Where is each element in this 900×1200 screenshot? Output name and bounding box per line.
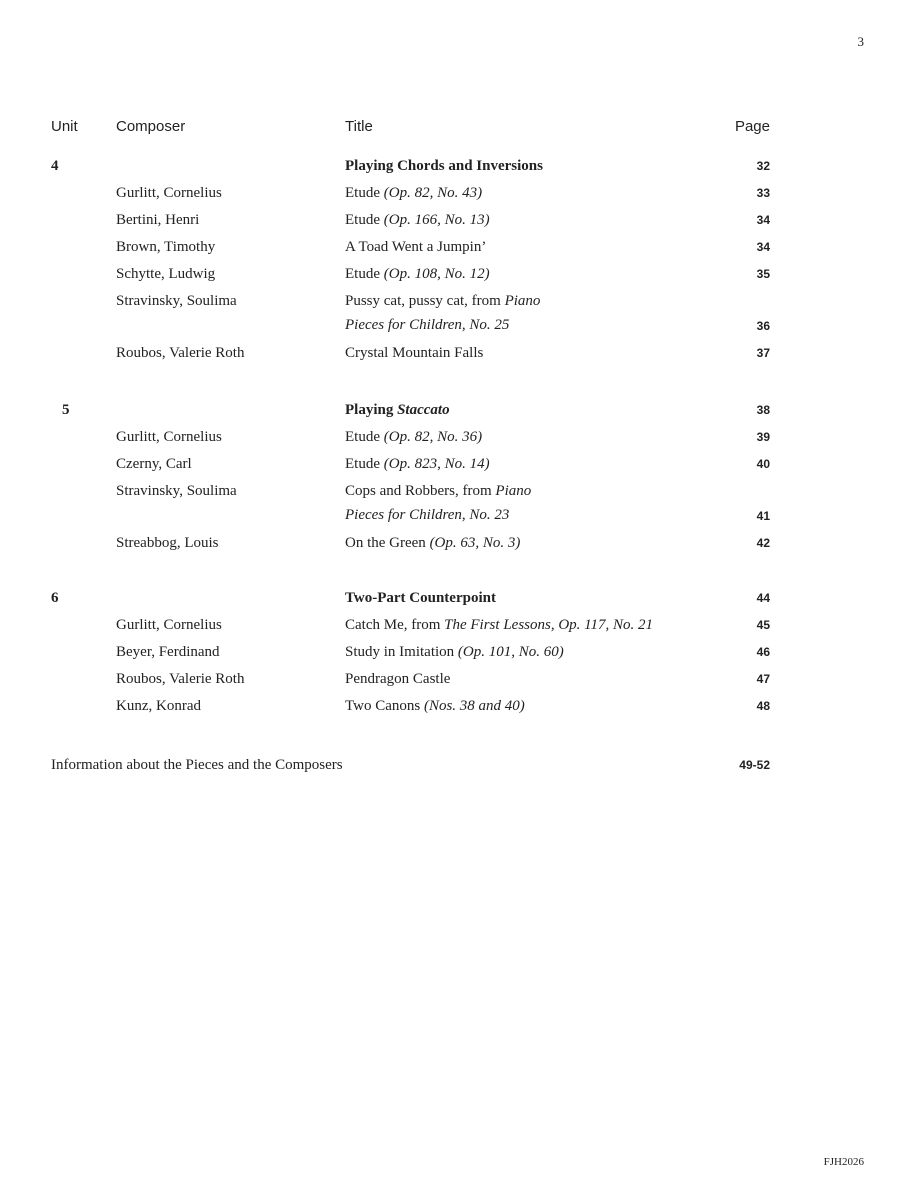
unit-number: 5 [62,402,70,418]
toc-entry [0,639,900,666]
entry-page: 36 [756,319,770,333]
entry-page: 33 [756,186,770,200]
entry-composer: Stravinsky, Soulima [116,483,237,499]
entry-composer: Stravinsky, Soulima [116,293,237,309]
entry-title: A Toad Went a Jumpin’ [345,239,487,255]
page-number: 3 [857,34,864,49]
entry-composer: Bertini, Henri [116,212,200,228]
entry-title: Pussy cat, pussy cat, from Piano Pieces for Children, No. 25 [345,293,541,333]
entry-composer: Czerny, Carl [116,456,192,472]
toc-entry [0,340,900,367]
entry-page: 34 [756,240,770,254]
entry-page: 42 [756,536,770,550]
toc-entry [0,666,900,693]
toc-entry [0,478,900,530]
toc-entry [0,451,900,478]
entry-title: Etude (Op. 823, No. 14) [345,456,490,472]
entry-title: Pendragon Castle [345,671,451,687]
composer-info-entry [51,752,771,779]
entry-title: Etude (Op. 82, No. 36) [345,429,483,445]
unit-title: Playing Staccato [345,402,450,418]
entry-composer: Kunz, Konrad [116,698,201,714]
entry-page: 40 [756,457,770,471]
unit-heading-row [0,585,900,612]
column-header-composer: Composer [116,118,186,135]
entry-composer: Gurlitt, Cornelius [116,617,222,633]
toc-entry [0,234,900,261]
entry-page: 34 [756,213,770,227]
toc-entry [0,207,900,234]
entry-composer: Roubos, Valerie Roth [116,671,245,687]
publisher-code: FJH2026 [823,1156,864,1168]
entry-composer: Gurlitt, Cornelius [116,185,222,201]
toc-entry [0,180,900,207]
entry-title: Cops and Robbers, from Piano Pieces for Children, No. 23 [345,483,532,523]
toc-entry [0,424,900,451]
entry-title: Study in Imitation (Op. 101, No. 60) [345,644,564,660]
entry-title: On the Green (Op. 63, No. 3) [345,535,521,551]
entry-composer: Beyer, Ferdinand [116,644,220,660]
entry-composer: Schytte, Ludwig [116,266,216,282]
entry-title: Two Canons (Nos. 38 and 40) [345,698,525,714]
unit-number: 4 [51,158,59,174]
entry-page: 48 [756,699,770,713]
entry-title: Etude (Op. 166, No. 13) [345,212,490,228]
entry-page: 39 [756,430,770,444]
entry-page: 45 [756,618,770,632]
toc-entry [0,530,900,557]
column-header-page: Page [734,118,770,135]
unit-page: 32 [756,159,770,173]
info-label: Information about the Pieces and the Composers [51,757,343,773]
entry-composer: Brown, Timothy [116,239,216,255]
entry-page: 35 [756,267,770,281]
toc-entry [0,612,900,639]
column-header-title: Title [345,118,373,135]
entry-page: 37 [756,346,770,360]
entry-title: Catch Me, from The First Lessons, Op. 117, No. 21 [345,617,654,633]
toc-entry [0,261,900,288]
entry-page: 41 [756,509,770,523]
table-of-contents [0,113,900,720]
unit-heading-row [0,153,900,180]
entry-composer: Gurlitt, Cornelius [116,429,222,445]
unit-number: 6 [51,590,59,606]
unit-heading-row [0,397,900,424]
entry-page: 47 [756,672,770,686]
unit-page: 38 [756,403,770,417]
toc-entry [0,693,900,720]
unit-title: Two-Part Counterpoint [345,590,496,606]
entry-title: Crystal Mountain Falls [345,345,484,361]
entry-title: Etude (Op. 82, No. 43) [345,185,483,201]
entry-composer: Streabbog, Louis [116,535,219,551]
unit-title: Playing Chords and Inversions [345,158,543,174]
entry-title: Etude (Op. 108, No. 12) [345,266,490,282]
column-header-unit: Unit [51,118,78,135]
unit-page: 44 [756,591,770,605]
info-page: 49-52 [739,758,770,772]
entry-page: 46 [756,645,770,659]
entry-composer: Roubos, Valerie Roth [116,345,245,361]
toc-header-row [0,113,900,143]
toc-entry [0,288,900,340]
